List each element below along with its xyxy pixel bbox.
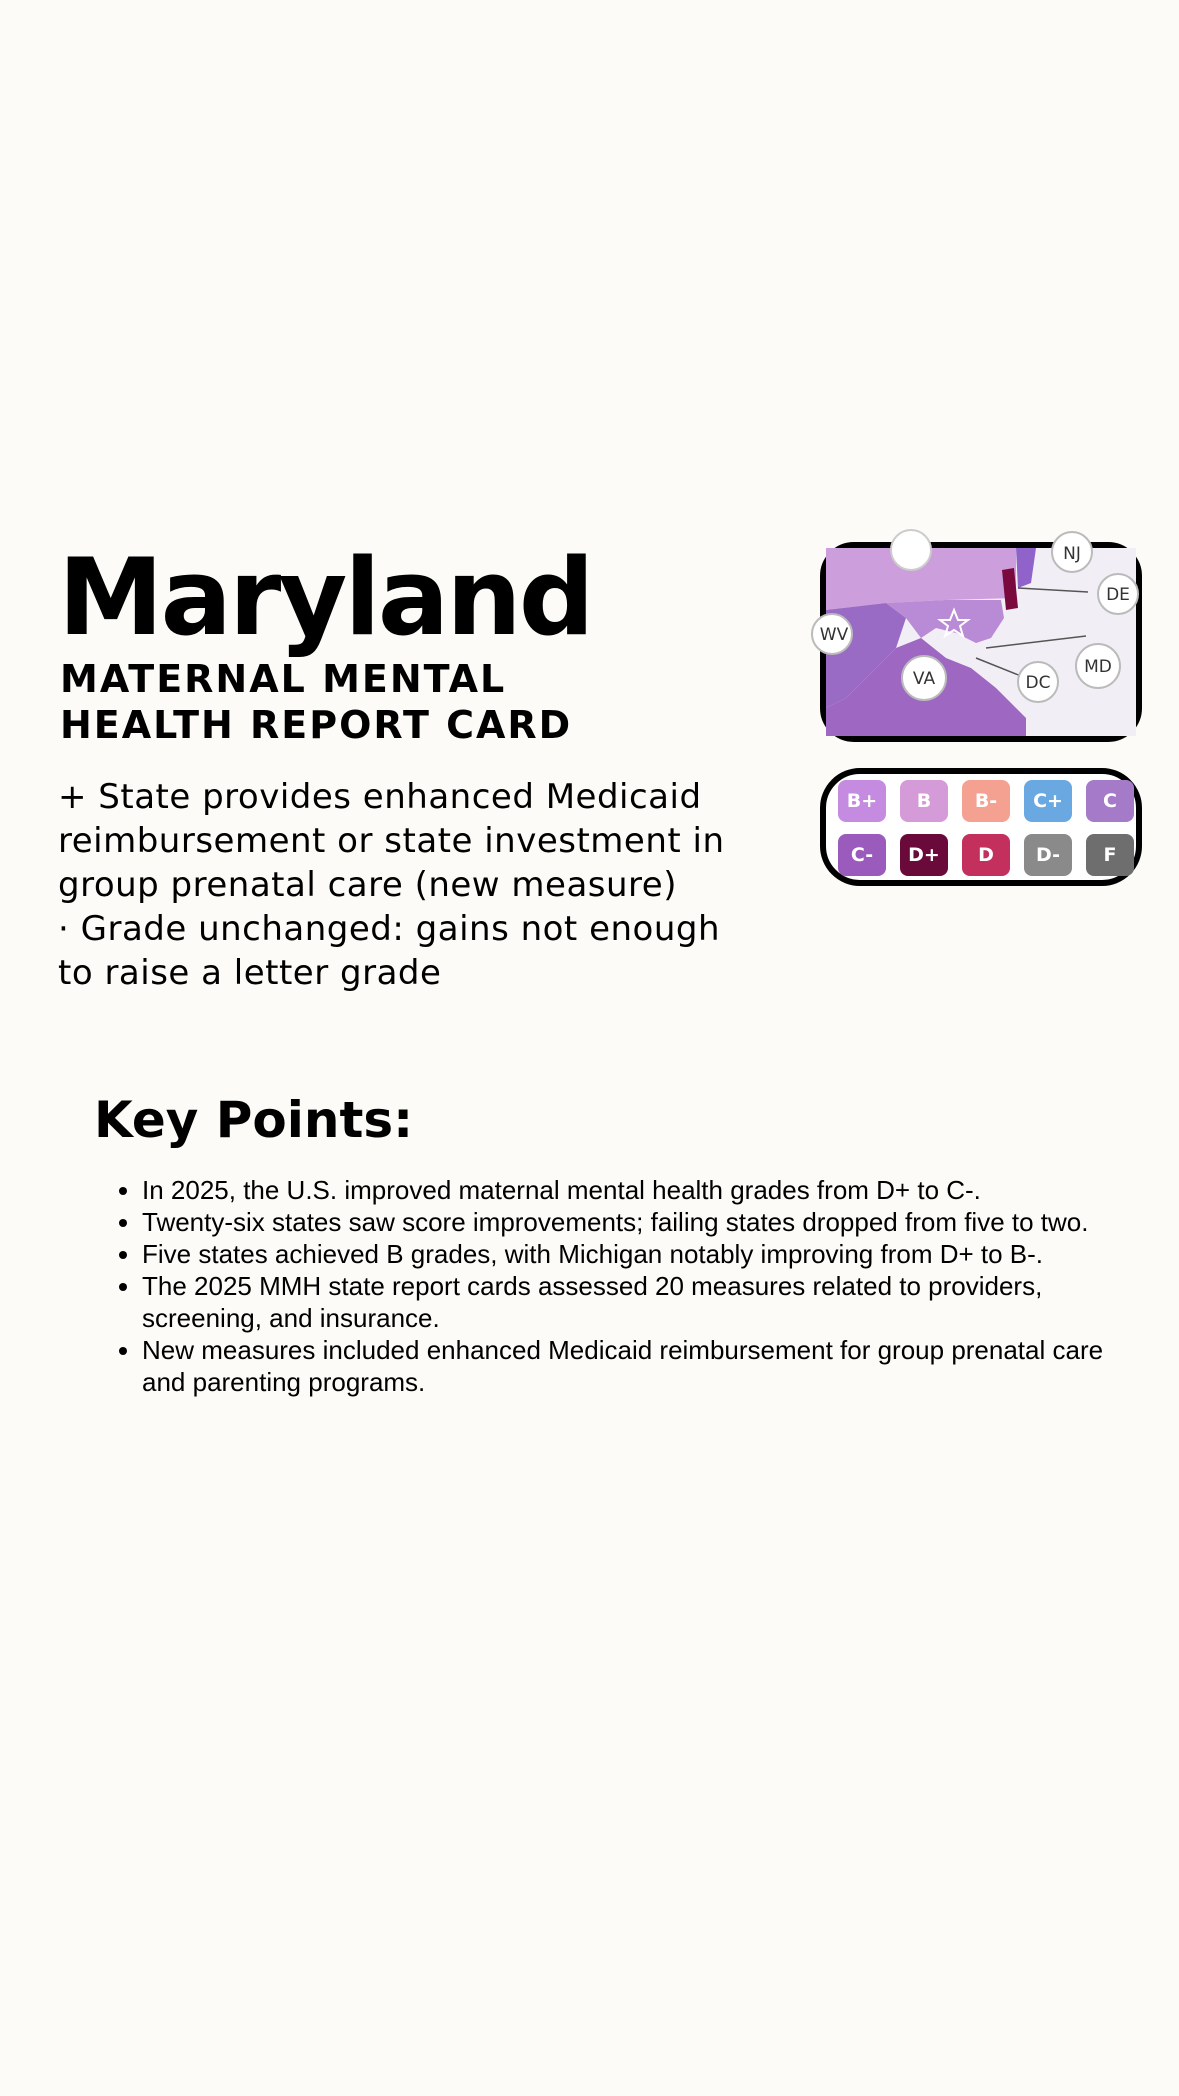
key-point-item: • In 2025, the U.S. improved maternal mental health grades from D+ to C-. [142, 1174, 1152, 1206]
subtitle-line-2: HEALTH REPORT CARD [60, 703, 573, 747]
wv-label: WV [819, 625, 849, 645]
key-point-item: • Twenty-six states saw score improvements; failing states dropped from five to two. [142, 1206, 1152, 1238]
grade-tile: B+ [838, 780, 886, 822]
key-point-item: • The 2025 MMH state report cards assessed 20 measures related to providers, screening, and insurance. [142, 1270, 1152, 1334]
subtitle-line-1: MATERNAL MENTAL [60, 657, 507, 701]
grade-tile: F [1086, 834, 1134, 876]
grade-tile: C+ [1024, 780, 1072, 822]
grade-tile: C- [838, 834, 886, 876]
grade-tile: B [900, 780, 948, 822]
key-points-list [110, 1174, 1152, 1398]
grade-legend-grid [838, 780, 1128, 876]
note-line: reimbursement or state investment in [58, 821, 725, 861]
grade-tile: B- [962, 780, 1010, 822]
key-points-title: Key Points: [94, 1091, 414, 1149]
grade-legend [820, 768, 1142, 886]
de-label: DE [1106, 585, 1130, 605]
grade-notes [58, 775, 778, 995]
md-label: MD [1084, 657, 1112, 677]
dc-label: DC [1025, 673, 1051, 693]
key-point-item: • New measures included enhanced Medicaid reimbursement for group prenatal care and parenting programs. [142, 1334, 1152, 1398]
key-point-item: • Five states achieved B grades, with Michigan notably improving from D+ to B-. [142, 1238, 1152, 1270]
report-card-subtitle [60, 656, 572, 748]
note-line: + State provides enhanced Medicaid [58, 777, 702, 817]
grade-tile: D- [1024, 834, 1072, 876]
grade-tile: D+ [900, 834, 948, 876]
note-line: to raise a letter grade [58, 953, 442, 993]
note-line: · Grade unchanged: gains not enough [58, 909, 721, 949]
state-title: Maryland [58, 536, 592, 659]
nj-label: NJ [1063, 544, 1081, 564]
pa-label-circle [891, 530, 931, 570]
region-map [819, 544, 1136, 736]
grade-tile: C [1086, 780, 1134, 822]
va-label: VA [912, 669, 936, 689]
grade-tile: D [962, 834, 1010, 876]
note-line: group prenatal care (new measure) [58, 865, 677, 905]
state-map-thumbnail [820, 542, 1142, 742]
